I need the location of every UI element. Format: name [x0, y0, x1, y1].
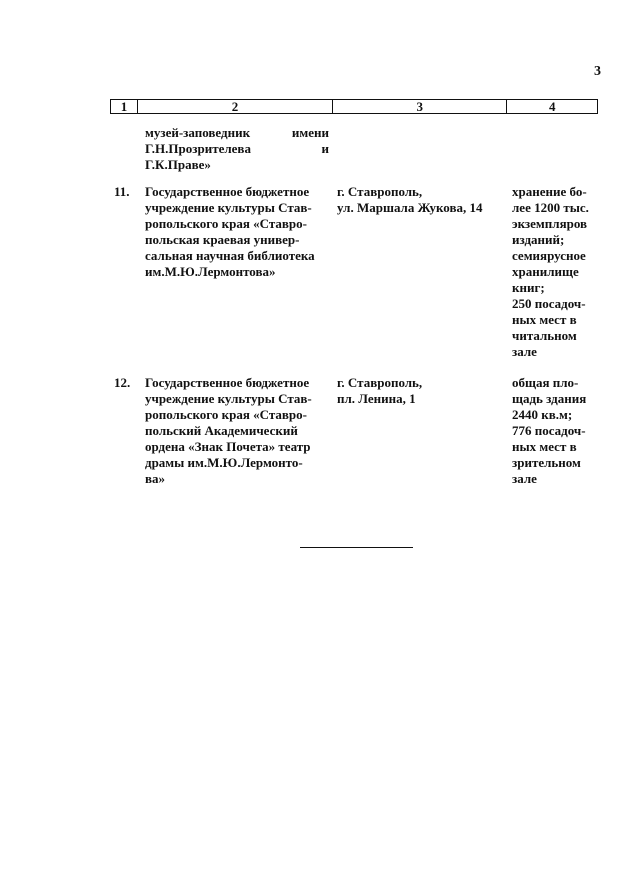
- name-line: учреждение культуры Став-: [145, 391, 312, 406]
- name-line: ордена «Знак Почета» театр: [145, 439, 311, 454]
- info-line: ных мест в: [512, 312, 577, 327]
- info-line: хранение бо-: [512, 184, 587, 199]
- page-number: 3: [594, 64, 601, 79]
- info-line: изданий;: [512, 232, 565, 247]
- info-line: 250 посадоч-: [512, 296, 586, 311]
- continuation-cell: [145, 125, 329, 173]
- row-number: 11.: [114, 184, 130, 199]
- institution-info: [512, 375, 594, 487]
- info-line: книг;: [512, 280, 545, 295]
- header-col-3: 3: [333, 100, 507, 113]
- info-line: зрительном: [512, 455, 581, 470]
- continuation-line-1: [145, 125, 329, 141]
- institution-address: [337, 184, 502, 216]
- info-line: щадь здания: [512, 391, 587, 406]
- continuation-line-3: Г.К.Праве»: [145, 157, 211, 172]
- continuation-text: имени: [291, 125, 329, 140]
- info-line: читальном: [512, 328, 577, 343]
- name-line: ропольского края «Ставро-: [145, 216, 307, 231]
- info-line: 2440 кв.м;: [512, 407, 573, 422]
- info-line: лее 1200 тыс.: [512, 200, 589, 215]
- continuation-text: Г.Н.Прозрителева: [145, 141, 251, 156]
- continuation-line-2: [145, 141, 329, 157]
- header-col-4: 4: [548, 99, 556, 114]
- info-line: экземпляров: [512, 216, 588, 231]
- table-header: [110, 99, 598, 114]
- institution-name: [145, 184, 329, 280]
- name-line: ропольского края «Ставро-: [145, 407, 307, 422]
- continuation-text: музей-заповедник: [145, 125, 251, 140]
- info-line: общая пло-: [512, 375, 579, 390]
- institution-address: [337, 375, 502, 407]
- address-line: г. Ставрополь,: [337, 375, 423, 390]
- continuation-text: и: [321, 141, 329, 156]
- row-number: 12.: [114, 375, 131, 390]
- name-line: Государственное бюджетное: [145, 184, 310, 199]
- address-line: г. Ставрополь,: [337, 184, 423, 199]
- name-line: польская краевая универ-: [145, 232, 300, 247]
- name-line: им.М.Ю.Лермонтова»: [145, 264, 276, 279]
- institution-name: [145, 375, 329, 487]
- name-line: драмы им.М.Ю.Лермонто-: [145, 455, 303, 470]
- info-line: 776 посадоч-: [512, 423, 586, 438]
- header-col-2: 2: [138, 100, 333, 113]
- info-line: зале: [512, 344, 537, 359]
- info-line: хранилище: [512, 264, 579, 279]
- info-line: ных мест в: [512, 439, 577, 454]
- info-line: семиярусное: [512, 248, 586, 263]
- header-col-1: 1: [111, 100, 138, 113]
- name-line: ва»: [145, 471, 166, 486]
- name-line: польский Академический: [145, 423, 298, 438]
- name-line: сальная научная библиотека: [145, 248, 315, 263]
- closing-rule: [300, 547, 413, 548]
- info-line: зале: [512, 471, 537, 486]
- name-line: Государственное бюджетное: [145, 375, 310, 390]
- address-line: пл. Ленина, 1: [337, 391, 416, 406]
- name-line: учреждение культуры Став-: [145, 200, 312, 215]
- address-line: ул. Маршала Жукова, 14: [337, 200, 483, 215]
- institution-info: [512, 184, 594, 360]
